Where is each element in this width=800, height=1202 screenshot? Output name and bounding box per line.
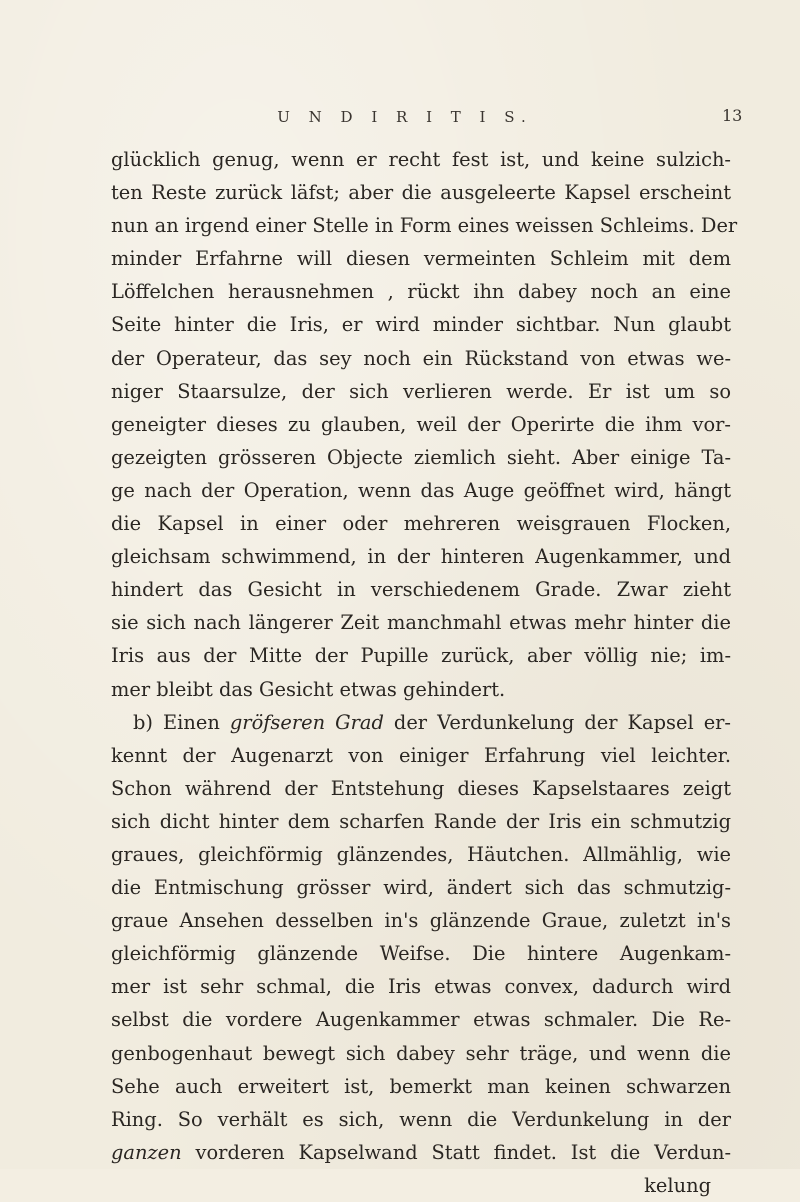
catchword: kelung bbox=[644, 1173, 711, 1197]
text-line: die Kapsel in einer oder mehreren weisgrauen Flocken, bbox=[111, 512, 731, 536]
body-text bbox=[111, 143, 738, 1202]
text-line: hindert das Gesicht in verschiedenem Grade. Zwar zieht bbox=[111, 578, 731, 602]
text-line: Löffelchen herausnehmen , rückt ihn dabey noch an eine bbox=[111, 280, 731, 304]
emphasis-text: gröfseren Grad bbox=[229, 710, 384, 734]
page-number: 13 bbox=[722, 106, 743, 125]
paragraph-2 bbox=[111, 706, 731, 1169]
text-line: gleichsam schwimmend, in der hinteren Augenkammer, und bbox=[111, 545, 731, 569]
text-line: ten Reste zurück läfst; aber die ausgeleerte Kapsel erscheint bbox=[111, 181, 731, 205]
text-line: selbst die vordere Augenkammer etwas schmaler. Die Re- bbox=[111, 1008, 731, 1032]
text-line: Schon während der Entstehung dieses Kapselstaares zeigt bbox=[111, 776, 731, 800]
text-line: niger Staarsulze, der sich verlieren werde. Er ist um so bbox=[111, 379, 731, 403]
paragraph-last-line bbox=[111, 1136, 731, 1169]
text-run: b) Einen bbox=[133, 710, 230, 734]
text-line: glücklich genug, wenn er recht fest ist, und keine sulzich- bbox=[111, 148, 731, 171]
paragraph-1 bbox=[111, 143, 738, 706]
text-line: nun an irgend einer Stelle in Form eines weissen Schleims. Der bbox=[111, 214, 738, 238]
text-line: mer ist sehr schmal, die Iris etwas convex, dadurch wird bbox=[111, 975, 731, 999]
text-line: Ring. So verhält es sich, wenn die Verdunkelung in der bbox=[111, 1107, 731, 1131]
text-line: Iris aus der Mitte der Pupille zurück, aber völlig nie; im- bbox=[111, 644, 731, 668]
text-line: Sehe auch erweitert ist, bemerkt man keinen schwarzen bbox=[111, 1074, 731, 1098]
emphasis-text: ganzen bbox=[111, 1140, 182, 1164]
text-line: kennt der Augenarzt von einiger Erfahrung viel leichter. bbox=[111, 743, 731, 767]
text-line: die Entmischung grösser wird, ändert sich das schmutzig- bbox=[111, 876, 731, 900]
text-line: mer bleibt das Gesicht etwas gehindert. bbox=[111, 677, 506, 701]
text-line: geneigter dieses zu glauben, weil der Operirte die ihm vor- bbox=[111, 412, 731, 436]
text-line: graues, gleichförmig glänzendes, Häutchen. Allmählig, wie bbox=[111, 842, 731, 866]
text-line: der Operateur, das sey noch ein Rückstand von etwas we- bbox=[111, 346, 731, 370]
text-line: sich dicht hinter dem scharfen Rande der Iris ein schmutzig bbox=[111, 809, 731, 833]
text-line: graue Ansehen desselben in's glänzende Graue, zuletzt in's bbox=[111, 909, 731, 933]
text-run: der Verdunkelung der Kapsel er- bbox=[383, 710, 731, 734]
text-line: gezeigten grösseren Objecte ziemlich sieht. Aber einige Ta- bbox=[111, 445, 731, 469]
running-head: U N D I R I T I S. bbox=[277, 108, 533, 126]
text-line: Seite hinter die Iris, er wird minder sichtbar. Nun glaubt bbox=[111, 313, 731, 337]
paragraph-first-line bbox=[111, 706, 731, 739]
text-line: gleichförmig glänzende Weifse. Die hintere Augenkam- bbox=[111, 942, 731, 966]
text-run: vorderen Kapselwand Statt findet. Ist die Verdun- bbox=[181, 1140, 731, 1164]
text-line: minder Erfahrne will diesen vermeinten Schleim mit dem bbox=[111, 247, 731, 271]
text-line: genbogenhaut bewegt sich dabey sehr träge, und wenn die bbox=[111, 1041, 731, 1065]
text-line: sie sich nach längerer Zeit manchmahl etwas mehr hinter die bbox=[111, 611, 731, 635]
text-line: ge nach der Operation, wenn das Auge geöffnet wird, hängt bbox=[111, 478, 731, 502]
